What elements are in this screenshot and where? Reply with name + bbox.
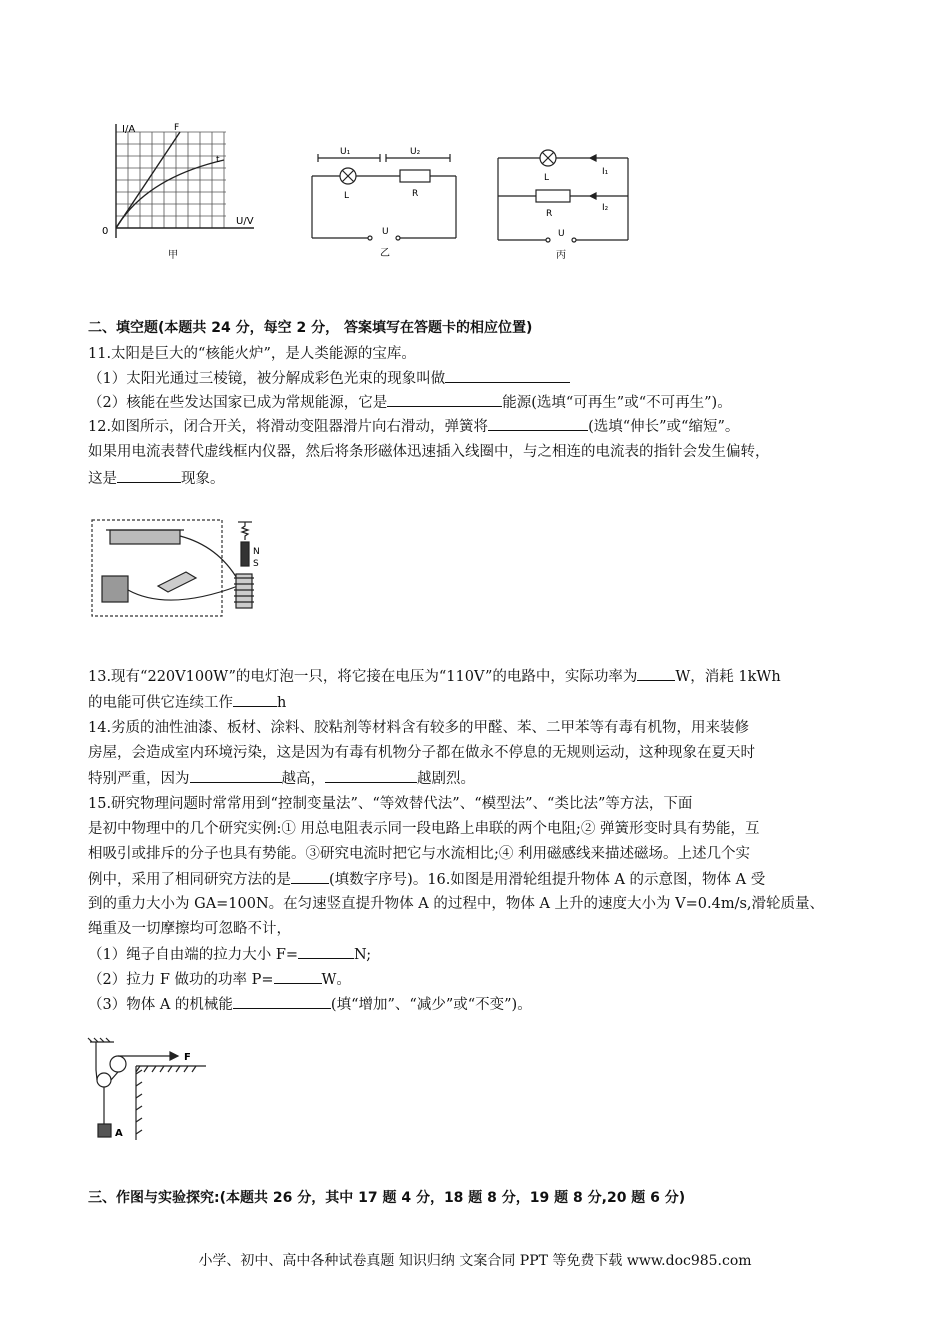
- q14-line3-text-c: 越剧烈。: [417, 771, 475, 787]
- q12-line3-text-b: 现象。: [181, 471, 225, 487]
- q15-line3: 相吸引或排斥的分子也具有势能。③研究电流时把它与水流相比;④ 利用磁感线来描述磁场。上述几个实: [88, 846, 750, 862]
- q16-part1: [88, 944, 371, 965]
- q16-force-label: F: [184, 1052, 191, 1063]
- q16-stem-line2: 绳重及一切摩擦均可忽略不计，: [88, 921, 291, 937]
- bing-lamp-label: L: [544, 173, 550, 183]
- figure-bing-parallel-circuit: [490, 140, 640, 270]
- jia-x-axis-label: U/V: [236, 216, 254, 227]
- q16-part3: [88, 994, 532, 1015]
- yi-u1-label: U₁: [340, 147, 351, 157]
- q12-line1-text-a: 12.如图所示，闭合开关，将滑动变阻器滑片向右滑动，弹簧将: [88, 419, 489, 435]
- q11-stem: 11.太阳是巨大的“核能火炉”，是人类能源的宝库。: [88, 346, 416, 362]
- q14-line3-text-b: 越高，: [281, 771, 325, 787]
- q13-blank-power[interactable]: [637, 666, 675, 681]
- q16-blank-force[interactable]: [298, 944, 354, 959]
- q11-part1-blank[interactable]: [445, 368, 570, 383]
- q16-part2-text-b: W。: [321, 972, 351, 988]
- q11-part2-blank[interactable]: [387, 392, 502, 407]
- q11-part1: [88, 368, 570, 389]
- q12-line1: [88, 416, 739, 437]
- q16-part1-text-a: （1）绳子自由端的拉力大小 F=: [88, 947, 299, 963]
- jia-curve-f-label: F: [174, 123, 180, 133]
- q15-line2: 是初中物理中的几个研究实例:① 用总电阻表示同一段电路上串联的两个电阻;② 弹簧形变时具有势能，互: [88, 821, 760, 837]
- section3-heading: 三、作图与实验探究:(本题共 26 分，其中 17 题 4 分，18 题 8 分，19 题 8 分,20 题 6 分): [88, 1190, 686, 1206]
- q13-line2: [88, 692, 286, 713]
- jia-curve-t-label: t: [216, 155, 220, 165]
- jia-origin-label: 0: [102, 226, 109, 237]
- q16-part3-text-a: （3）物体 A 的机械能: [88, 997, 233, 1013]
- q15-line4: [88, 869, 765, 890]
- q12-line3-text-a: 这是: [88, 471, 117, 487]
- bing-i2-label: I₂: [602, 203, 609, 213]
- figure-q12-electromagnet: [88, 516, 268, 620]
- q11-part2: [88, 392, 732, 413]
- q16-part2: [88, 969, 351, 990]
- q12-magnet-n-label: N: [253, 547, 260, 557]
- q14-line3-text-a: 特别严重，因为: [88, 771, 190, 787]
- q13-line2-text-a: 的电能可供它连续工作: [88, 695, 233, 711]
- q14-line3: [88, 768, 475, 789]
- q12-line3: [88, 468, 225, 489]
- q13-line1-text-b: W，消耗 1kWh: [675, 669, 781, 685]
- jia-caption: 甲: [168, 250, 178, 261]
- figure-yi-series-circuit: [300, 138, 470, 268]
- bing-caption: 丙: [556, 250, 566, 261]
- jia-y-axis-label: I/A: [122, 124, 136, 135]
- q13-line2-text-b: h: [277, 695, 287, 711]
- q13-blank-hours[interactable]: [233, 692, 277, 707]
- section2-heading: 二、填空题(本题共 24 分，每空 2 分， 答案填写在答题卡的相应位置): [88, 320, 533, 336]
- q16-part2-text-a: （2）拉力 F 做功的功率 P=: [88, 972, 274, 988]
- q13-line1: [88, 666, 781, 687]
- q14-blank-temperature[interactable]: [190, 768, 282, 783]
- q15-line4-text-a: 例中，采用了相同研究方法的是: [88, 872, 291, 888]
- q15-blank-method[interactable]: [291, 869, 329, 884]
- q15-line4-text-b: (填数字序号)。16.如图是用滑轮组提升物体 A 的示意图，物体 A 受: [329, 872, 766, 888]
- q14-blank-motion[interactable]: [325, 768, 417, 783]
- bing-resistor-label: R: [546, 209, 553, 219]
- figure-q16-pulley: [86, 1036, 226, 1144]
- q11-part2-text-a: （2）核能在些发达国家已成为常规能源，它是: [88, 395, 388, 411]
- figure-jia-iu-graph: [96, 118, 271, 268]
- q12-line1-text-b: (选填“伸长”或“缩短”。: [588, 419, 740, 435]
- q16-object-a-label: A: [115, 1128, 123, 1139]
- bing-source-label: U: [558, 229, 565, 239]
- bing-i1-label: I₁: [602, 167, 609, 177]
- yi-lamp-label: L: [344, 191, 350, 201]
- q12-line2: 如果用电流表替代虚线框内仪器，然后将条形磁体迅速插入线圈中，与之相连的电流表的指针会发生偏转，: [88, 444, 770, 460]
- yi-resistor-label: R: [412, 189, 419, 199]
- page-footer: 小学、初中、高中各种试卷真题 知识归纳 文案合同 PPT 等免费下载 www.doc985.com: [198, 1253, 752, 1269]
- q16-part3-text-b: (填“增加”、“减少”或“不变”)。: [330, 997, 532, 1013]
- q16-blank-energy[interactable]: [233, 994, 331, 1009]
- q12-magnet-s-label: S: [253, 559, 259, 569]
- q11-part2-text-b: 能源(选填“可再生”或“不可再生”)。: [502, 395, 732, 411]
- yi-source-label: U: [382, 227, 389, 237]
- yi-u2-label: U₂: [410, 147, 421, 157]
- q16-part1-text-b: N;: [354, 947, 372, 963]
- q16-stem-line1: 到的重力大小为 GA=100N。在匀速竖直提升物体 A 的过程中，物体 A 上升的速度大小为 V=0.4m/s,滑轮质量、: [88, 896, 825, 912]
- q12-blank-spring[interactable]: [488, 416, 588, 431]
- q11-part1-text: （1）太阳光通过三棱镜，被分解成彩色光束的现象叫做: [88, 371, 446, 387]
- q15-line1: 15.研究物理问题时常常用到“控制变量法”、“等效替代法”、“模型法”、“类比法”等方法，下面: [88, 796, 693, 812]
- q13-line1-text-a: 13.现有“220V100W”的电灯泡一只，将它接在电压为“110V”的电路中，实际功率为: [88, 669, 638, 685]
- yi-caption: 乙: [380, 248, 390, 259]
- q14-line2: 房屋，会造成室内环境污染，这是因为有毒有机物分子都在做永不停息的无规则运动，这种现象在夏天时: [88, 745, 755, 761]
- q14-line1: 14.劣质的油性油漆、板材、涂料、胶粘剂等材料含有较多的甲醛、苯、二甲苯等有毒有机物，用来装修: [88, 720, 750, 736]
- q12-blank-phenomenon[interactable]: [117, 468, 181, 483]
- q16-blank-power[interactable]: [274, 969, 322, 984]
